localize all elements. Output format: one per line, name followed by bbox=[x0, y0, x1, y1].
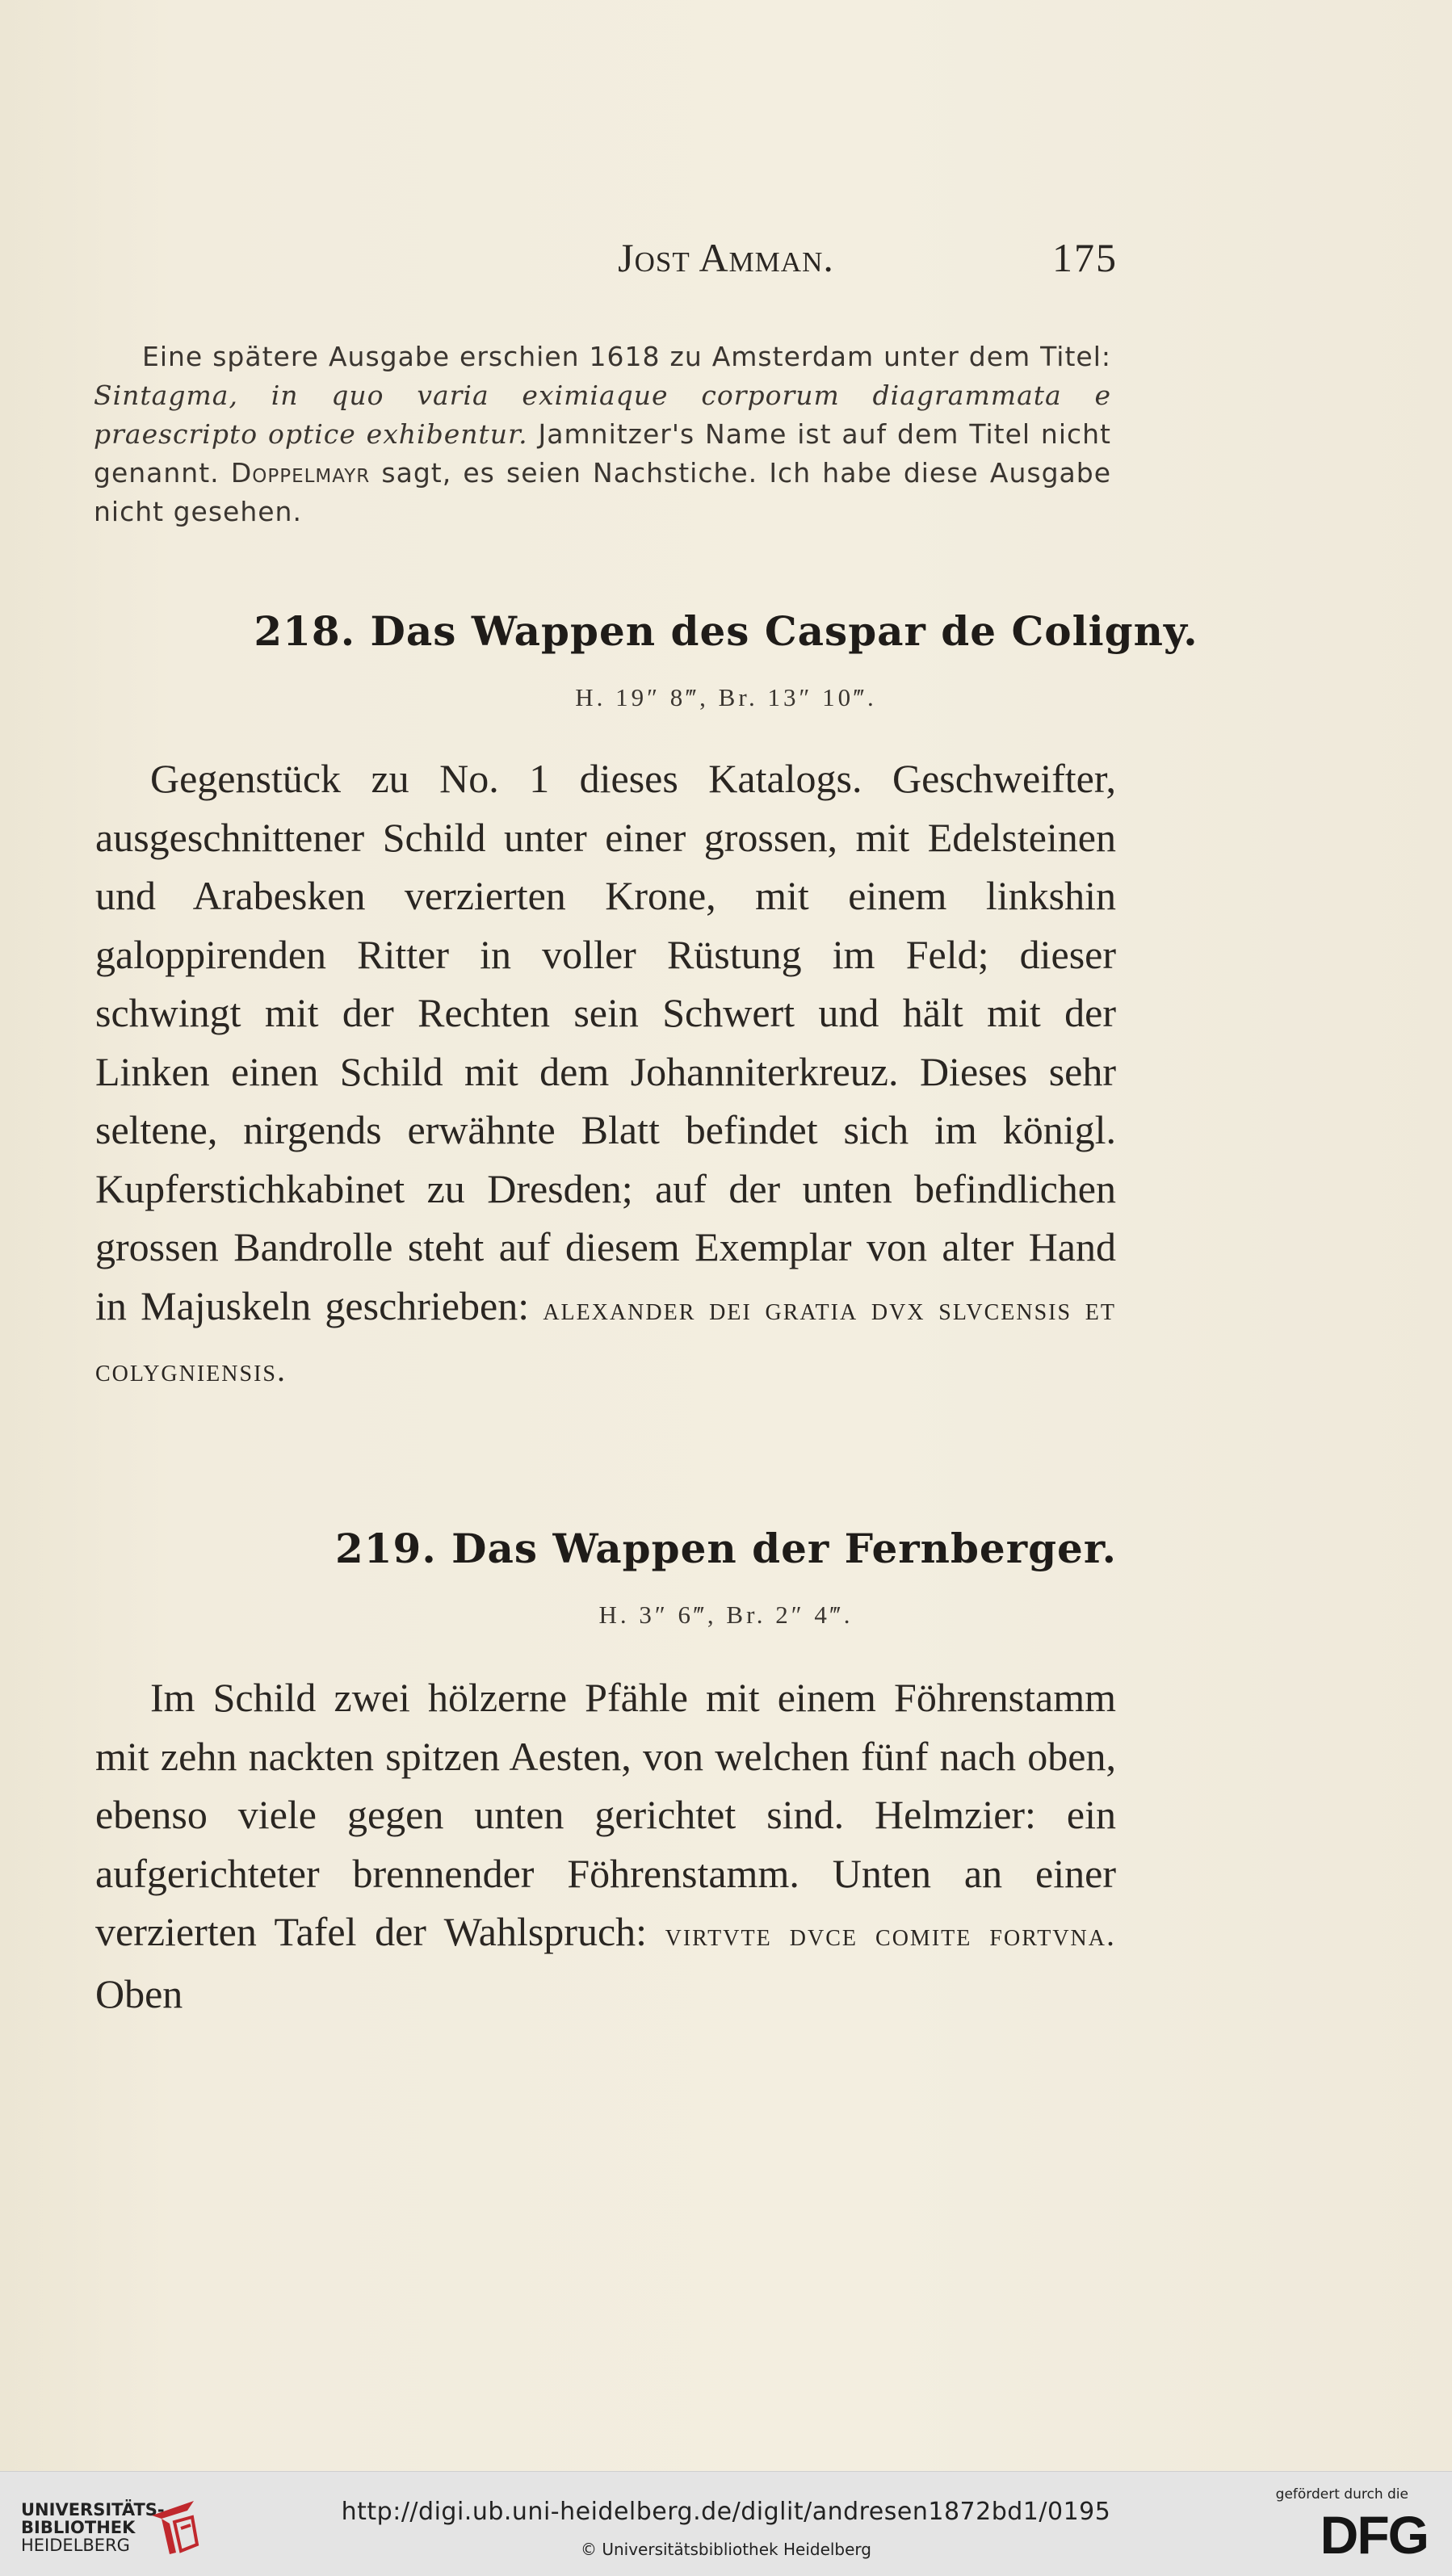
entry-218-text bbox=[95, 749, 1116, 1400]
page-number: 175 bbox=[1052, 235, 1118, 280]
library-name-line3: HEIDELBERG bbox=[21, 2536, 130, 2555]
viewer-footer bbox=[0, 2471, 1452, 2576]
entry-218-inscription: alexander dei gratia dvx slvcensis et colygniensis. bbox=[95, 1290, 1116, 1388]
note-text-1: Eine spätere Ausgabe erschien 1618 zu Amsterdam unter dem Titel: bbox=[142, 341, 1111, 372]
entry-218-heading: 218. Das Wappen des Caspar de Coligny. bbox=[254, 607, 1198, 655]
edition-note bbox=[94, 338, 1111, 531]
note-author: Doppelmayr bbox=[230, 457, 371, 489]
entry-219-text bbox=[95, 1668, 1116, 2023]
page-url-link[interactable]: http://digi.ub.uni-heidelberg.de/diglit/andresen1872bd1/0195 bbox=[341, 2498, 1111, 2526]
note-text-2: Jamnitzer's Name ist auf dem Titel nicht genannt. bbox=[94, 418, 1111, 489]
running-head: Jost Amman. bbox=[618, 235, 834, 280]
entry-219-dimensions: H. 3″ 6‴, Br. 2″ 4‴. bbox=[598, 1601, 854, 1629]
dfg-logo: DFG bbox=[1320, 2505, 1428, 2565]
copyright-notice: © Universitätsbibliothek Heidelberg bbox=[580, 2540, 871, 2559]
funding-label: gefördert durch die bbox=[1275, 2486, 1408, 2503]
entry-218-dimensions: H. 19″ 8‴, Br. 13″ 10‴. bbox=[575, 683, 877, 711]
note-title-italic: Sintagma, in quo varia eximiaque corporum diagrammata e praescripto optice exhibentur. bbox=[94, 380, 1111, 450]
library-name-line2: BIBLIOTHEK bbox=[21, 2518, 136, 2537]
entry-219-inscription: virtvte dvce comite fortvna. bbox=[665, 1916, 1116, 1953]
entry-219-heading: 219. Das Wappen der Fernberger. bbox=[334, 1525, 1118, 1572]
page-header bbox=[0, 234, 1452, 299]
library-name-line1: UNIVERSITÄTS- bbox=[21, 2500, 165, 2519]
entry-219-body: Im Schild zwei hölzerne Pfähle mit einem Föhrenstamm mit zehn nackten spitzen Aesten, von welchen fünf nach oben, ebenso viele gegen unten gerichtet sind. Helmzier: ein aufgerichteter brennender Föhrenstamm. Unten an einer verzierten Tafel der Wahlspruch: bbox=[95, 1675, 1116, 1954]
note-text-3: sagt, es seien Nachstiche. Ich habe diese Ausgabe nicht gesehen. bbox=[94, 457, 1111, 527]
entry-219-text-end: Oben bbox=[95, 1970, 183, 2016]
entry-218-body: Gegenstück zu No. 1 dieses Katalogs. Geschweifter, ausgeschnittener Schild unter einer grossen, mit Edelsteinen und Arabesken verzierten Krone, mit einem linkshin galoppirenden Ritter in voller Rüstung im Feld; dieser schwingt mit der Rechten sein Schwert und hält mit der Linken einen Schild mit dem Johanniterkreuz. Dieses sehr seltene, nirgends erwähnte Blatt befindet sich im königl. Kupferstichkabinet zu Dresden; auf der unten befindlichen grossen Bandrolle steht auf diesem Exemplar von alter Hand in Majuskeln geschrieben: bbox=[95, 756, 1116, 1328]
